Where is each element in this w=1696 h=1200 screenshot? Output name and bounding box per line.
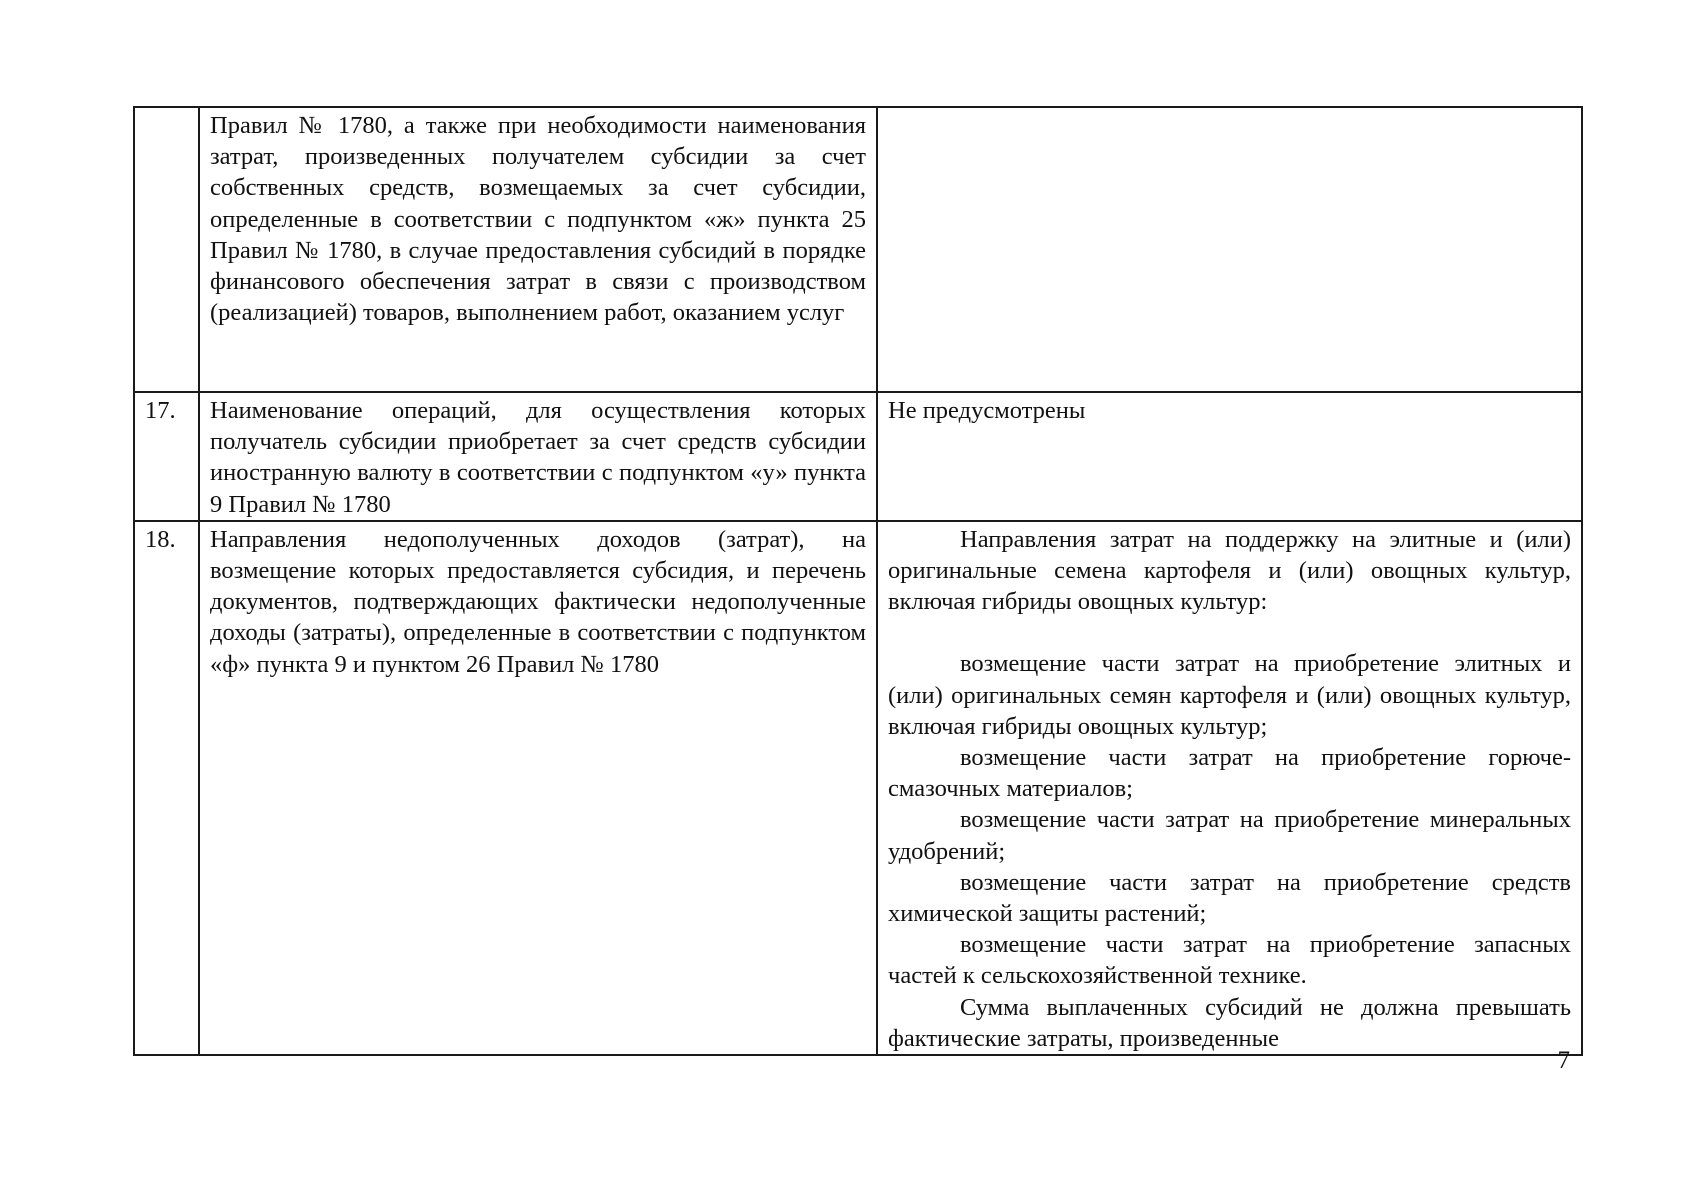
paragraph-spacer: [888, 617, 1571, 648]
value-paragraph: Направления затрат на поддержку на элитные и (или) оригинальные семена картофеля и (или) овощных культур, включая гибриды овощных культур:: [888, 525, 1571, 616]
page-number: 7: [1557, 1047, 1570, 1074]
value-paragraph: Сумма выплаченных субсидий не должна превышать фактические затраты, произведенные: [888, 993, 1571, 1052]
row-number-cell: 18.: [134, 521, 199, 1055]
row-description-cell: [199, 107, 877, 392]
row-value-cell: [877, 521, 1582, 1055]
row-description-text: Правил № 1780, а также при необходимости наименования затрат, произведенных получателем субсидии за счет собственных средств, возмещаемых за счет субсидии, определенные в соответствии с подпунктом «ж» пункта 25 Правил № 1780, в случае предоставления субсидий в порядке финансового обеспечения затрат в связи с производством (реализацией) товаров, выполнением работ, оказанием услуг: [210, 112, 866, 327]
value-paragraph: возмещение части затрат на приобретение средств химической защиты растений;: [888, 868, 1571, 928]
row-number-cell: [134, 107, 199, 392]
table-row: [134, 392, 1582, 521]
row-value-cell: [877, 107, 1582, 392]
row-description-cell: [199, 521, 877, 1055]
row-description-text: Направления недополученных доходов (затрат), на возмещение которых предоставляется субсидия, и перечень документов, подтверждающих фактически недополученные доходы (затраты), определенные в соответствии с подпунктом «ф» пункта 9 и пунктом 26 Правил № 1780: [210, 525, 866, 678]
document-table: [133, 106, 1583, 1056]
table-row: [134, 107, 1582, 392]
value-paragraph: возмещение части затрат на приобретение запасных частей к сельскохозяйственной технике.: [888, 931, 1571, 990]
table-row: [134, 521, 1582, 1055]
row-description-text: Наименование операций, для осуществления которых получатель субсидии приобретает за счет средств субсидии иностранную валюту в соответствии с подпунктом «у» пункта 9 Правил № 1780: [210, 397, 866, 518]
row-description-cell: [199, 392, 877, 521]
value-paragraph: возмещение части затрат на приобретение элитных и (или) оригинальных семян картофеля и (или) овощных культур, включая гибриды овощных культур;: [888, 650, 1571, 740]
value-paragraph: возмещение части затрат на приобретение минеральных удобрений;: [888, 806, 1571, 865]
value-paragraph: возмещение части затрат на приобретение горюче-смазочных материалов;: [888, 744, 1571, 803]
row-value-cell: Не предусмотрены: [877, 392, 1582, 521]
row-number-cell: 17.: [134, 392, 199, 521]
